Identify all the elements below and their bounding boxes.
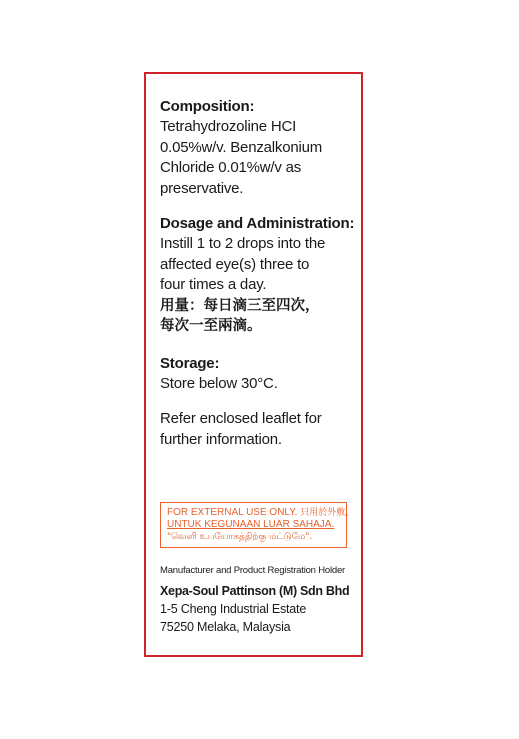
dosage-chinese-line: 用量：每日滴三至四次， xyxy=(160,296,320,314)
warning-line-english xyxy=(167,507,355,519)
composition-line: Tetrahydrozoline HCI xyxy=(160,118,297,135)
composition-heading: Composition: xyxy=(160,98,255,115)
warning-english: FOR EXTERNAL USE ONLY. xyxy=(167,507,298,518)
composition-line: 0.05%w/v. Benzalkonium xyxy=(160,138,323,156)
manufacturer-label: Manufacturer and Product Registration Holder xyxy=(160,565,345,576)
manufacturer-address-line: 1-5 Cheng Industrial Estate xyxy=(160,602,307,616)
storage-section xyxy=(160,354,360,395)
warning-tamil: "வெளி உபயோகத்திற்கு மட்டுமே". xyxy=(167,532,313,542)
manufacturer-section xyxy=(160,564,360,636)
external-use-warning-box xyxy=(160,502,355,548)
warning-chinese: 只用於外敷。 xyxy=(300,508,355,518)
dosage-line: affected eye(s) three to xyxy=(160,255,310,273)
refer-line: further information. xyxy=(160,430,282,448)
dosage-section xyxy=(160,214,360,337)
composition-line: Chloride 0.01%w/v as xyxy=(160,159,302,176)
dosage-chinese-line: 每次一至兩滴。 xyxy=(160,317,262,334)
warning-malay: UNTUK KEGUNAAN LUAR SAHAJA. xyxy=(167,519,335,530)
refer-section xyxy=(160,409,360,450)
composition-line: preservative. xyxy=(160,179,244,197)
dosage-line: four times a day. xyxy=(160,276,267,293)
storage-heading: Storage: xyxy=(160,355,220,372)
refer-line: Refer enclosed leaflet for xyxy=(160,410,322,427)
storage-text: Store below 30°C. xyxy=(160,375,278,392)
dosage-heading: Dosage and Administration: xyxy=(160,215,355,232)
composition-section xyxy=(160,97,360,199)
manufacturer-name: Xepa-Soul Pattinson (M) Sdn Bhd xyxy=(160,584,350,598)
manufacturer-address-line: 75250 Melaka, Malaysia xyxy=(160,620,291,634)
dosage-line: Instill 1 to 2 drops into the xyxy=(160,235,326,252)
